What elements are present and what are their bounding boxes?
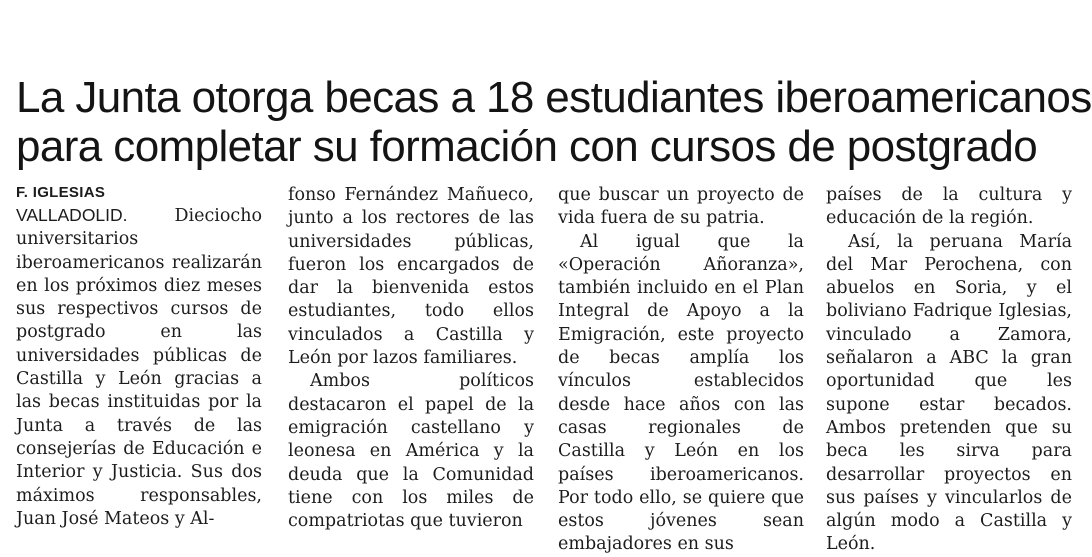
column-3 <box>558 184 804 557</box>
byline: F. IGLESIAS <box>16 184 106 201</box>
headline-line-2: para completar su formación con cursos de postgrado <box>16 122 1038 172</box>
column-1-text: Dieciocho universitarios iberoamericanos realizarán en los próximos diez meses sus respectivos cursos de postgrado en las universidades públicas de Castilla y León gracias a las becas instituidas por la Junta a través de las consejerías de Educación e Interior y Justicia. Sus dos máximos responsables, Juan José Mateos y Al- <box>16 206 262 529</box>
headline <box>16 73 1092 172</box>
headline-line-1: La Junta otorga becas a 18 estudiantes iberoamericanos <box>16 73 1092 123</box>
column-3-paragraph-2: Al igual que la «Operación Añoranza», también incluido en el Plan Integral de Apoyo a la Emigración, este proyecto de becas amplía los vínculos establecidos desde hace años con las casas regionales de Castilla y León en los países iberoamericanos. Por todo ello, se quiere que estos jóvenes sean embajadores en sus <box>558 231 804 555</box>
column-1 <box>16 184 262 531</box>
column-2-paragraph-2: Ambos políticos destacaron el papel de la emigración castellano y leonesa en América y la deuda que la Comunidad tiene con los miles de compatriotas que tuvieron <box>288 371 534 532</box>
column-2-paragraph-1: fonso Fernández Mañueco, junto a los rectores de las universidades públicas, fueron los encargados de dar la bienvenida estos estudiantes, todo ellos vinculados a Castilla y León por lazos familiares. <box>288 185 534 369</box>
column-4-paragraph-1: países de la cultura y educación de la región. <box>826 185 1072 229</box>
column-1-paragraph <box>16 204 262 531</box>
column-4 <box>826 184 1072 557</box>
column-3-paragraph-1: que buscar un proyecto de vida fuera de su patria. <box>558 185 804 229</box>
column-2 <box>288 184 534 533</box>
column-4-paragraph-2: Así, la peruana María del Mar Perochena, con abuelos en Soria, y el boliviano Fadrique Iglesias, vinculado a Zamora, señalaron a ABC la gran oportunidad que les supone estar becados. Ambos pretenden que su beca les sirva para desarrollar proyectos en sus países y vincularlos de algún modo a Castilla y León. <box>826 231 1072 555</box>
dateline: VALLADOLID. <box>16 205 128 225</box>
